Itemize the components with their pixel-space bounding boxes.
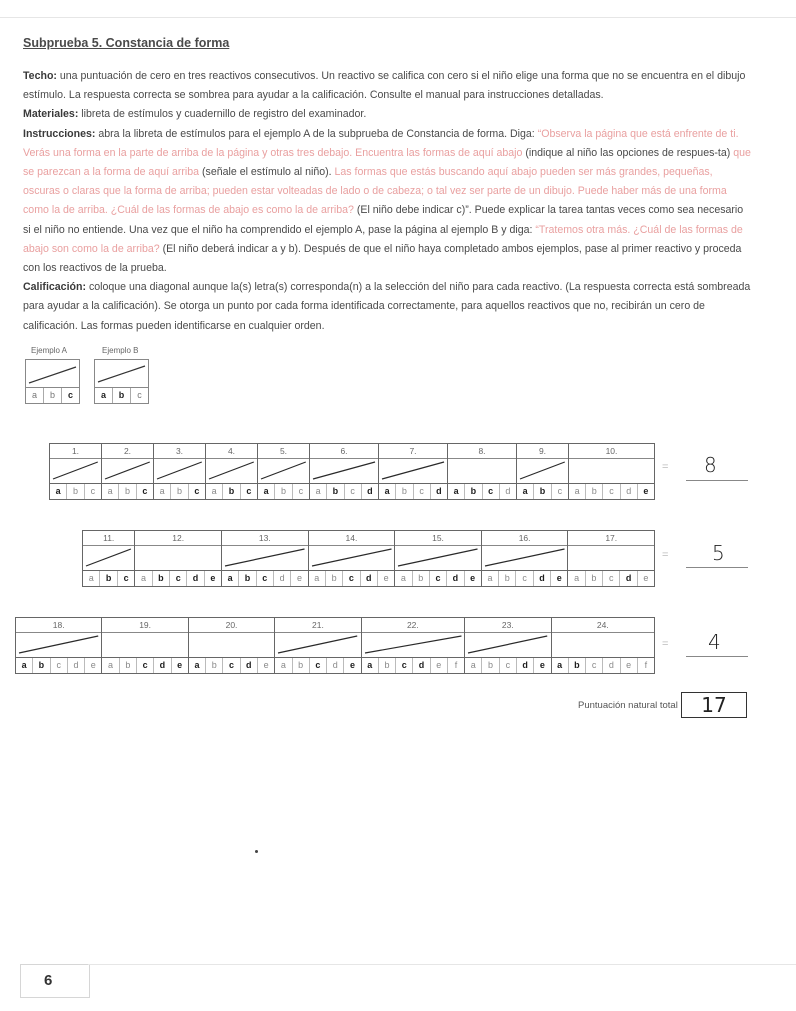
answer-letter: e bbox=[539, 660, 545, 670]
item-letters bbox=[102, 483, 153, 499]
answer-letter: b bbox=[206, 658, 223, 673]
diagonal-mark bbox=[468, 636, 547, 653]
item-number: 21. bbox=[275, 618, 360, 633]
techo-paragraph: Techo: una puntuación de cero en tres reactivos consecutivos. Un reactivo se califica con cero si el niño elige una forma que no se encuentra en el dibujo estímulo. La respuesta correcta se sombrea para ayudar a la calificación. Consulte el manual para instrucciones detalladas. bbox=[23, 70, 746, 102]
diagonal-mark bbox=[209, 462, 254, 479]
answer-letter: a bbox=[569, 484, 586, 499]
diagonal-mark bbox=[105, 462, 150, 479]
answer-letter: a bbox=[465, 658, 482, 673]
answer-letter: a bbox=[102, 484, 119, 499]
materiales-paragraph: Materiales: libreta de estímulos y cuadernillo de registro del examinador. bbox=[23, 108, 367, 121]
item-drawing bbox=[102, 458, 153, 482]
answer-letter: d bbox=[534, 571, 551, 586]
item-number: 19. bbox=[102, 618, 187, 633]
item-number: 18. bbox=[16, 618, 101, 633]
item-cell bbox=[154, 444, 206, 499]
example-b-label: Ejemplo B bbox=[102, 346, 139, 355]
answer-letter: b bbox=[275, 484, 292, 499]
item-cell bbox=[569, 444, 654, 499]
item-drawing bbox=[50, 458, 101, 482]
example-letter: c bbox=[137, 390, 142, 400]
item-number: 2. bbox=[102, 444, 153, 459]
answer-letter: a bbox=[379, 484, 396, 499]
item-drawing bbox=[206, 458, 257, 482]
item-number: 14. bbox=[309, 531, 395, 546]
item-number: 13. bbox=[222, 531, 308, 546]
answer-letter: a bbox=[16, 658, 33, 673]
item-letters bbox=[362, 657, 465, 673]
example-a-drawing bbox=[26, 360, 79, 388]
item-number: 22. bbox=[362, 618, 465, 633]
answer-letter: f bbox=[454, 660, 458, 670]
answer-letter: a bbox=[135, 571, 152, 586]
item-drawing bbox=[448, 458, 516, 482]
answer-letter: a bbox=[50, 484, 67, 499]
item-letters bbox=[102, 657, 187, 673]
item-letters bbox=[482, 570, 568, 586]
diagonal-mark bbox=[382, 462, 444, 479]
item-number: 11. bbox=[83, 531, 134, 546]
example-letter: b bbox=[44, 388, 62, 403]
item-drawing bbox=[135, 545, 221, 569]
total-score: 17 bbox=[681, 692, 747, 718]
item-letters bbox=[206, 483, 257, 499]
item-drawing bbox=[154, 458, 205, 482]
answer-letter: c bbox=[586, 658, 603, 673]
answer-letter: c bbox=[137, 658, 154, 673]
item-drawing bbox=[465, 632, 550, 656]
row-1-equals: = bbox=[662, 461, 669, 473]
diagonal-mark bbox=[398, 549, 478, 566]
row-1-score: 8 bbox=[704, 453, 717, 477]
item-letters bbox=[310, 483, 378, 499]
answer-letter: d bbox=[603, 658, 620, 673]
item-number: 4. bbox=[206, 444, 257, 459]
item-number: 3. bbox=[154, 444, 205, 459]
item-drawing bbox=[275, 632, 360, 656]
diagonal-mark bbox=[225, 549, 305, 566]
item-number: 16. bbox=[482, 531, 568, 546]
example-letter: c bbox=[67, 390, 73, 400]
answer-letter: e bbox=[349, 660, 355, 670]
item-cell bbox=[395, 531, 482, 586]
answer-letter: a bbox=[102, 658, 119, 673]
answer-letter: c bbox=[246, 486, 252, 496]
answer-letter: e bbox=[643, 573, 649, 583]
item-number: 8. bbox=[448, 444, 516, 459]
answer-letter: e bbox=[263, 660, 269, 670]
answer-letter: d bbox=[620, 571, 637, 586]
answer-letter: c bbox=[123, 573, 129, 583]
answer-letter: d bbox=[413, 658, 430, 673]
diagonal-mark bbox=[53, 462, 98, 479]
item-cell bbox=[83, 531, 135, 586]
row-1-score-line bbox=[686, 480, 748, 481]
item-letters bbox=[552, 657, 655, 673]
answer-letter: e bbox=[643, 486, 649, 496]
item-number: 23. bbox=[465, 618, 550, 633]
stray-mark bbox=[255, 850, 258, 853]
item-number: 6. bbox=[310, 444, 378, 459]
example-letter: b bbox=[113, 388, 131, 403]
answer-letter: c bbox=[90, 486, 96, 496]
item-letters bbox=[395, 570, 481, 586]
item-cell bbox=[362, 618, 466, 673]
item-number: 10. bbox=[569, 444, 654, 459]
item-cell bbox=[379, 444, 448, 499]
item-letters bbox=[16, 657, 101, 673]
answer-letter: b bbox=[100, 571, 117, 586]
example-a-box bbox=[25, 359, 80, 404]
item-number: 15. bbox=[395, 531, 481, 546]
answer-letter: b bbox=[67, 484, 84, 499]
item-cell bbox=[309, 531, 396, 586]
top-rule bbox=[0, 17, 796, 18]
instructions-block bbox=[23, 67, 751, 336]
item-drawing bbox=[568, 545, 654, 569]
item-cell bbox=[258, 444, 310, 499]
answer-letter: a bbox=[154, 484, 171, 499]
item-drawing bbox=[102, 632, 187, 656]
row-3-score-line bbox=[686, 656, 748, 657]
answer-letter: c bbox=[310, 658, 327, 673]
answer-letter: e bbox=[383, 573, 389, 583]
answer-letter: a bbox=[552, 658, 569, 673]
answer-letter: a bbox=[309, 571, 326, 586]
answer-letter: c bbox=[298, 486, 304, 496]
answer-letter: c bbox=[345, 484, 362, 499]
answer-letter: e bbox=[210, 573, 216, 583]
answer-letter: c bbox=[483, 484, 500, 499]
item-cell bbox=[448, 444, 517, 499]
item-number: 1. bbox=[50, 444, 101, 459]
bottom-rule bbox=[88, 964, 796, 965]
item-cell bbox=[102, 444, 154, 499]
answer-letter: a bbox=[275, 658, 292, 673]
item-letters bbox=[465, 657, 550, 673]
item-number: 24. bbox=[552, 618, 655, 633]
answer-letter: c bbox=[51, 658, 68, 673]
example-a-label: Ejemplo A bbox=[31, 346, 68, 355]
item-letters bbox=[275, 657, 360, 673]
answer-letter: d bbox=[187, 571, 204, 586]
item-letters bbox=[379, 483, 447, 499]
answer-letter: c bbox=[396, 658, 413, 673]
instrucciones-paragraph: Instrucciones: abra la libreta de estímulos para el ejemplo A de la subprueba de Constancia de forma. Diga: “Observa la página que está enfrente de ti. Verás una forma en la parte de arriba de la página y otras tres debajo. Encuentra las formas de aquí abajo (indique al niño las opciones de respues-ta) que se parezcan a la forma de aquí arriba (señale el estímulo al niño). Las formas que estás buscando aquí abajo pueden ser más grandes, pequeñas, oscuras o claras que la forma de arriba; pueden estar volteadas de lado o de cabeza; o tal vez ser parte de un dibujo. Puede haber más de una forma como la de arriba. ¿Cuál de las formas de abajo es como la de arriba? (El niño debe indicar c)”. Puede explicar la tarea tantas veces como sea necesario si el niño no entiende. Una vez que el niño ha comprendido el ejemplo A, pase la página al ejemplo B y diga: “Tratemos otra más. ¿Cuál de las formas de abajo son como la de arriba? (El niño deberá indicar a y b). Después de que el niño haya completado ambos ejemplos, pase al primer reactivo y proceda con los reactivos de la prueba. bbox=[23, 127, 751, 275]
item-letters bbox=[189, 657, 274, 673]
answer-letter: b bbox=[171, 484, 188, 499]
answer-letter: a bbox=[222, 571, 239, 586]
answer-letter: d bbox=[68, 658, 85, 673]
answer-letter: b bbox=[120, 658, 137, 673]
example-letter: a bbox=[95, 388, 113, 403]
answer-letter: d bbox=[274, 571, 291, 586]
item-letters bbox=[222, 570, 308, 586]
item-row-1 bbox=[49, 443, 655, 500]
example-a-letters bbox=[26, 387, 79, 403]
item-cell bbox=[568, 531, 654, 586]
item-cell bbox=[222, 531, 309, 586]
item-letters bbox=[309, 570, 395, 586]
answer-letter: b bbox=[396, 484, 413, 499]
item-cell bbox=[16, 618, 102, 673]
item-drawing bbox=[222, 545, 308, 569]
answer-letter: c bbox=[343, 571, 360, 586]
answer-letter: a bbox=[310, 484, 327, 499]
answer-letter: d bbox=[436, 486, 442, 496]
answer-letter: e bbox=[470, 573, 476, 583]
item-drawing bbox=[83, 545, 134, 569]
answer-letter: c bbox=[430, 571, 447, 586]
answer-letter: c bbox=[223, 658, 240, 673]
diagonal-mark bbox=[520, 462, 565, 479]
example-letter: a bbox=[26, 388, 44, 403]
answer-letter: e bbox=[556, 573, 562, 583]
total-label: Puntuación natural total bbox=[578, 700, 678, 711]
diagonal-mark bbox=[19, 636, 98, 653]
answer-letter: d bbox=[517, 658, 534, 673]
item-cell bbox=[189, 618, 275, 673]
item-cell bbox=[206, 444, 258, 499]
answer-letter: a bbox=[395, 571, 412, 586]
answer-letter: e bbox=[296, 573, 302, 583]
item-letters bbox=[50, 483, 101, 499]
answer-letter: e bbox=[431, 658, 448, 673]
answer-letter: a bbox=[482, 571, 499, 586]
answer-letter: a bbox=[189, 658, 206, 673]
diagonal-mark bbox=[365, 636, 461, 653]
item-cell bbox=[50, 444, 102, 499]
item-drawing bbox=[395, 545, 481, 569]
diagonal-mark bbox=[312, 549, 392, 566]
answer-letter: d bbox=[367, 486, 373, 496]
answer-letter: b bbox=[586, 571, 603, 586]
row-2-equals: = bbox=[662, 549, 669, 561]
answer-letter: b bbox=[326, 571, 343, 586]
item-drawing bbox=[569, 458, 654, 482]
answer-letter: c bbox=[557, 486, 563, 496]
item-drawing bbox=[258, 458, 309, 482]
answer-letter: d bbox=[447, 571, 464, 586]
answer-letter: b bbox=[499, 571, 516, 586]
answer-letter: e bbox=[177, 660, 183, 670]
answer-letter: c bbox=[516, 571, 533, 586]
answer-letter: e bbox=[90, 660, 96, 670]
answer-letter: a bbox=[362, 658, 379, 673]
row-3-score: 4 bbox=[708, 630, 721, 654]
item-drawing bbox=[379, 458, 447, 482]
calificacion-paragraph: Calificación: coloque una diagonal aunque la(s) letra(s) corresponda(n) a la selección del niño para cada reactivo. (La respuesta correcta está sombreada para ayudar a la calificación). Se otorga un punto por cada forma identificada correctamente, para aquellos reactivos que no, recibirán un cero de calificación. Las formas pueden identificarse en cualquier orden. bbox=[23, 281, 751, 332]
answer-letter: a bbox=[448, 484, 465, 499]
diagonal-mark bbox=[157, 462, 202, 479]
answer-letter: c bbox=[414, 484, 431, 499]
answer-letter: a bbox=[517, 484, 534, 499]
answer-letter: c bbox=[170, 571, 187, 586]
page-number-box bbox=[20, 964, 90, 998]
page-title: Subprueba 5. Constancia de forma bbox=[23, 36, 230, 50]
answer-letter: b bbox=[379, 658, 396, 673]
item-letters bbox=[569, 483, 654, 499]
answer-letter: d bbox=[327, 658, 344, 673]
item-number: 20. bbox=[189, 618, 274, 633]
answer-letter: e bbox=[621, 658, 638, 673]
answer-letter: b bbox=[33, 658, 50, 673]
item-drawing bbox=[517, 458, 568, 482]
item-row-3 bbox=[15, 617, 655, 674]
item-cell bbox=[135, 531, 222, 586]
answer-letter: b bbox=[413, 571, 430, 586]
answer-letter: c bbox=[142, 486, 148, 496]
example-b-drawing bbox=[95, 360, 148, 388]
item-drawing bbox=[310, 458, 378, 482]
item-number: 9. bbox=[517, 444, 568, 459]
item-drawing bbox=[309, 545, 395, 569]
item-number: 7. bbox=[379, 444, 447, 459]
answer-letter: b bbox=[293, 658, 310, 673]
item-cell bbox=[517, 444, 569, 499]
answer-letter: d bbox=[361, 571, 378, 586]
item-drawing bbox=[189, 632, 274, 656]
item-cell bbox=[275, 618, 361, 673]
answer-letter: a bbox=[206, 484, 223, 499]
answer-letter: d bbox=[621, 484, 638, 499]
item-number: 17. bbox=[568, 531, 654, 546]
item-letters bbox=[517, 483, 568, 499]
answer-letter: b bbox=[327, 484, 344, 499]
answer-letter: b bbox=[465, 484, 482, 499]
diagonal-mark bbox=[86, 549, 131, 566]
example-b-box bbox=[94, 359, 149, 404]
diagonal-mark bbox=[278, 636, 357, 653]
answer-letter: c bbox=[603, 484, 620, 499]
answer-letter: b bbox=[119, 484, 136, 499]
answer-letter: c bbox=[500, 658, 517, 673]
item-drawing bbox=[482, 545, 568, 569]
item-letters bbox=[83, 570, 134, 586]
item-letters bbox=[135, 570, 221, 586]
item-letters bbox=[448, 483, 516, 499]
answer-letter: b bbox=[534, 484, 551, 499]
answer-letter: a bbox=[83, 571, 100, 586]
item-number: 5. bbox=[258, 444, 309, 459]
diagonal-mark bbox=[261, 462, 306, 479]
answer-letter: d bbox=[241, 658, 258, 673]
answer-letter: c bbox=[603, 571, 620, 586]
answer-letter: d bbox=[154, 658, 171, 673]
answer-letter: c bbox=[194, 486, 200, 496]
row-3-equals: = bbox=[662, 638, 669, 650]
item-row-2 bbox=[82, 530, 655, 587]
diagonal-mark bbox=[485, 549, 565, 566]
answer-letter: b bbox=[586, 484, 603, 499]
example-b-letters bbox=[95, 387, 148, 403]
item-number: 12. bbox=[135, 531, 221, 546]
item-cell bbox=[465, 618, 551, 673]
diagonal-mark bbox=[313, 462, 375, 479]
item-letters bbox=[154, 483, 205, 499]
item-cell bbox=[310, 444, 379, 499]
answer-letter: b bbox=[569, 658, 586, 673]
answer-letter: f bbox=[644, 660, 648, 670]
item-cell bbox=[552, 618, 655, 673]
item-drawing bbox=[552, 632, 655, 656]
answer-letter: b bbox=[482, 658, 499, 673]
page-number: 6 bbox=[44, 972, 53, 989]
item-letters bbox=[568, 570, 654, 586]
answer-letter: b bbox=[223, 484, 240, 499]
row-2-score-line bbox=[686, 567, 748, 568]
item-cell bbox=[102, 618, 188, 673]
row-2-score: 5 bbox=[712, 541, 725, 565]
item-drawing bbox=[16, 632, 101, 656]
item-letters bbox=[258, 483, 309, 499]
answer-letter: c bbox=[257, 571, 274, 586]
answer-letter: d bbox=[505, 486, 511, 496]
answer-letter: b bbox=[239, 571, 256, 586]
answer-letter: a bbox=[258, 484, 275, 499]
answer-letter: a bbox=[568, 571, 585, 586]
answer-letter: b bbox=[153, 571, 170, 586]
item-cell bbox=[482, 531, 569, 586]
item-drawing bbox=[362, 632, 465, 656]
